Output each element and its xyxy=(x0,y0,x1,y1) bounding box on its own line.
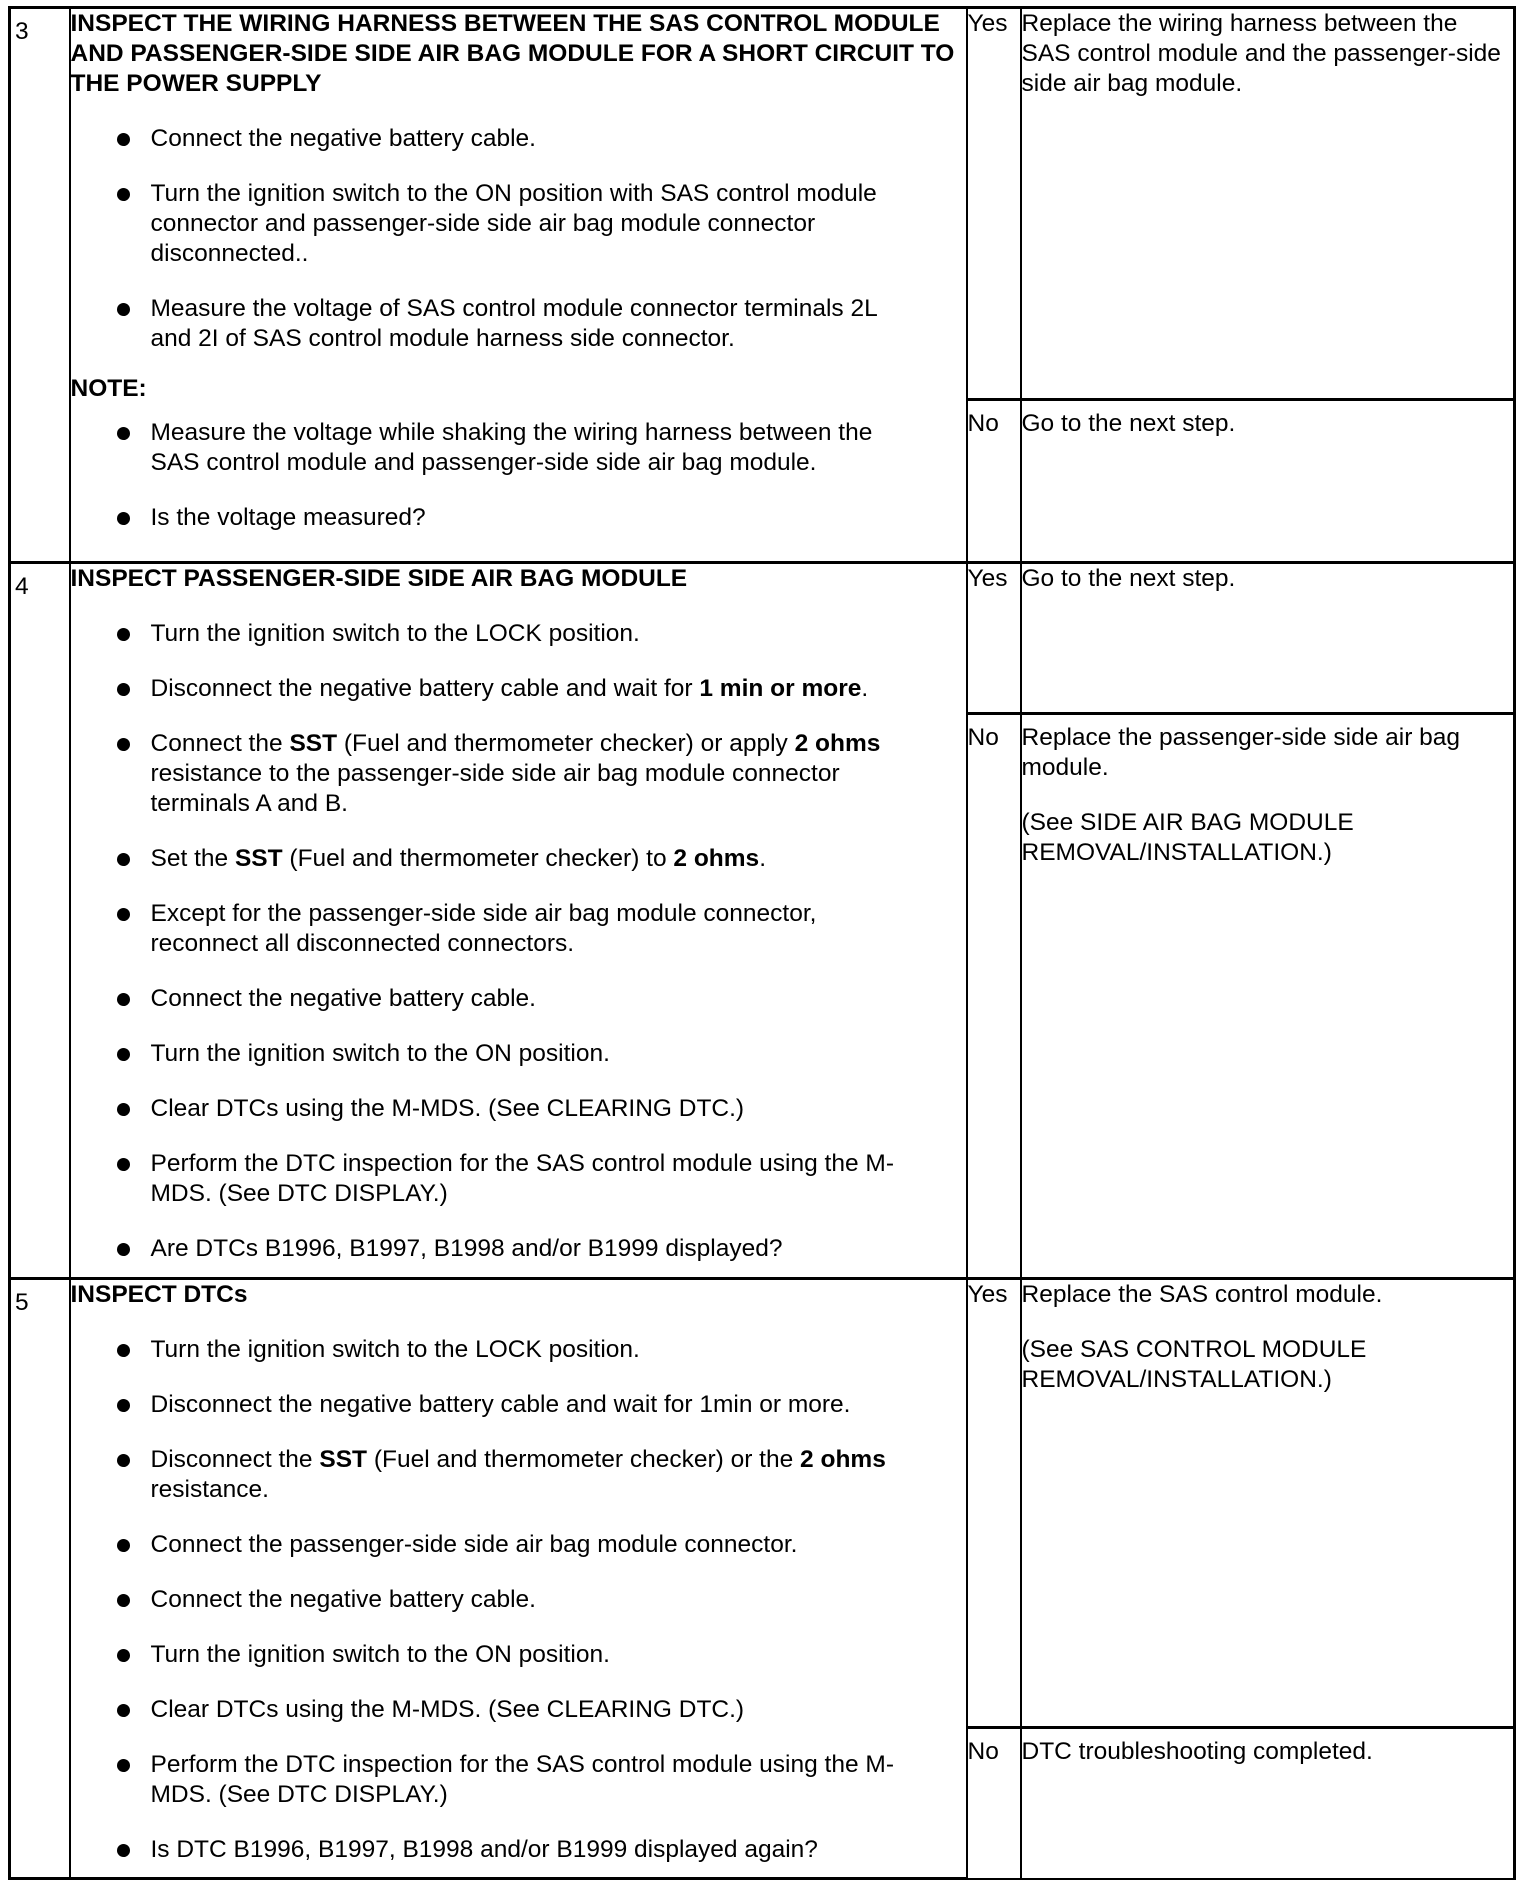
instruction-list xyxy=(71,124,966,354)
instruction-list xyxy=(71,619,966,1264)
yes-action-cell xyxy=(1021,563,1515,714)
action-text: Go to the next step. xyxy=(1021,565,1236,592)
no-action-cell xyxy=(1021,400,1515,563)
instruction-item: Connect the negative battery cable. xyxy=(71,124,966,154)
step-4-instructions xyxy=(70,563,967,1279)
yes-label: Yes xyxy=(967,10,1008,37)
yes-action-cell xyxy=(1021,1279,1515,1728)
instruction-item: Disconnect the negative battery cable and wait for 1min or more. xyxy=(71,1390,966,1420)
instruction-item: Disconnect the negative battery cable and wait for 1 min or more. xyxy=(71,674,966,704)
question-item: Is DTC B1996, B1997, B1998 and/or B1999 displayed again? xyxy=(71,1835,966,1865)
step-title: INSPECT PASSENGER-SIDE SIDE AIR BAG MODULE xyxy=(70,565,688,592)
yes-label-cell xyxy=(967,1279,1021,1728)
instruction-item: Turn the ignition switch to the LOCK position. xyxy=(71,1335,966,1365)
instruction-item: Turn the ignition switch to the ON position with SAS control module connector and passenger-side side air bag module connector disconnected.. xyxy=(71,179,966,269)
instruction-item: Turn the ignition switch to the ON position. xyxy=(71,1640,966,1670)
step-3-instructions xyxy=(70,8,967,563)
instruction-item: Connect the SST (Fuel and thermometer checker) or apply 2 ohms resistance to the passenger-side side air bag module connector terminals A and B. xyxy=(71,729,966,819)
yes-label-cell xyxy=(967,8,1021,400)
step-title: INSPECT THE WIRING HARNESS BETWEEN THE SAS CONTROL MODULE AND PASSENGER-SIDE SIDE AIR BAG MODULE FOR A SHORT CIRCUIT TO THE POWER SUPPLY xyxy=(70,10,955,97)
instruction-item: Measure the voltage of SAS control module connector terminals 2L and 2I of SAS control module harness side connector. xyxy=(71,294,966,354)
step-number-cell xyxy=(10,563,70,1279)
yes-action-cell xyxy=(1021,8,1515,400)
yes-label: Yes xyxy=(967,1281,1008,1308)
step-number-cell xyxy=(10,1279,70,1879)
no-label-cell xyxy=(967,1728,1021,1879)
note-label: NOTE: xyxy=(70,375,147,402)
instruction-item: Clear DTCs using the M-MDS. (See CLEARING DTC.) xyxy=(71,1094,966,1124)
instruction-item: Connect the negative battery cable. xyxy=(71,984,966,1014)
no-label: No xyxy=(967,410,999,437)
yes-label-cell xyxy=(967,563,1021,714)
instruction-item: Connect the passenger-side side air bag module connector. xyxy=(71,1530,966,1560)
step-number-cell xyxy=(10,8,70,563)
action-text: Replace the SAS control module. xyxy=(1021,1281,1383,1308)
instruction-item: Disconnect the SST (Fuel and thermometer checker) or the 2 ohms resistance. xyxy=(71,1445,966,1505)
action-reference: (See SAS CONTROL MODULE REMOVAL/INSTALLATION.) xyxy=(1021,1336,1367,1393)
question-item: Are DTCs B1996, B1997, B1998 and/or B1999 displayed? xyxy=(71,1234,966,1264)
question-item: Is the voltage measured? xyxy=(71,503,966,533)
step-title: INSPECT DTCs xyxy=(70,1281,248,1308)
instruction-item: Perform the DTC inspection for the SAS control module using the M-MDS. (See DTC DISPLAY.) xyxy=(71,1750,966,1810)
step-number: 4 xyxy=(15,573,29,600)
instruction-list xyxy=(71,1335,966,1865)
note-item: Measure the voltage while shaking the wiring harness between the SAS control module and passenger-side side air bag module. xyxy=(71,418,966,478)
step-number: 3 xyxy=(15,18,29,45)
instruction-item: Turn the ignition switch to the ON position. xyxy=(71,1039,966,1069)
instruction-item: Set the SST (Fuel and thermometer checker) to 2 ohms. xyxy=(71,844,966,874)
action-text: Go to the next step. xyxy=(1021,410,1236,437)
no-label: No xyxy=(967,1738,999,1765)
step-number: 5 xyxy=(15,1289,29,1316)
step-5-instructions xyxy=(70,1279,967,1879)
no-label: No xyxy=(967,724,999,751)
instruction-item: Perform the DTC inspection for the SAS control module using the M-MDS. (See DTC DISPLAY.) xyxy=(71,1149,966,1209)
action-text: Replace the passenger-side side air bag module. xyxy=(1021,724,1461,781)
no-action-cell xyxy=(1021,714,1515,1279)
note-list xyxy=(71,418,966,533)
instruction-item: Clear DTCs using the M-MDS. (See CLEARING DTC.) xyxy=(71,1695,966,1725)
instruction-item: Connect the negative battery cable. xyxy=(71,1585,966,1615)
no-action-cell xyxy=(1021,1728,1515,1879)
instruction-item: Turn the ignition switch to the LOCK position. xyxy=(71,619,966,649)
no-label-cell xyxy=(967,400,1021,563)
action-reference: (See SIDE AIR BAG MODULE REMOVAL/INSTALLATION.) xyxy=(1021,809,1354,866)
no-label-cell xyxy=(967,714,1021,1279)
yes-label: Yes xyxy=(967,565,1008,592)
diagnostic-procedure-table xyxy=(8,6,1516,1880)
step-5-row-yes xyxy=(10,1279,1515,1728)
action-text: Replace the wiring harness between the SAS control module and the passenger-side side air bag module. xyxy=(1021,10,1501,97)
step-3-row-yes xyxy=(10,8,1515,400)
instruction-item: Except for the passenger-side side air bag module connector, reconnect all disconnected connectors. xyxy=(71,899,966,959)
step-4-row-yes xyxy=(10,563,1515,714)
action-text: DTC troubleshooting completed. xyxy=(1021,1738,1373,1765)
